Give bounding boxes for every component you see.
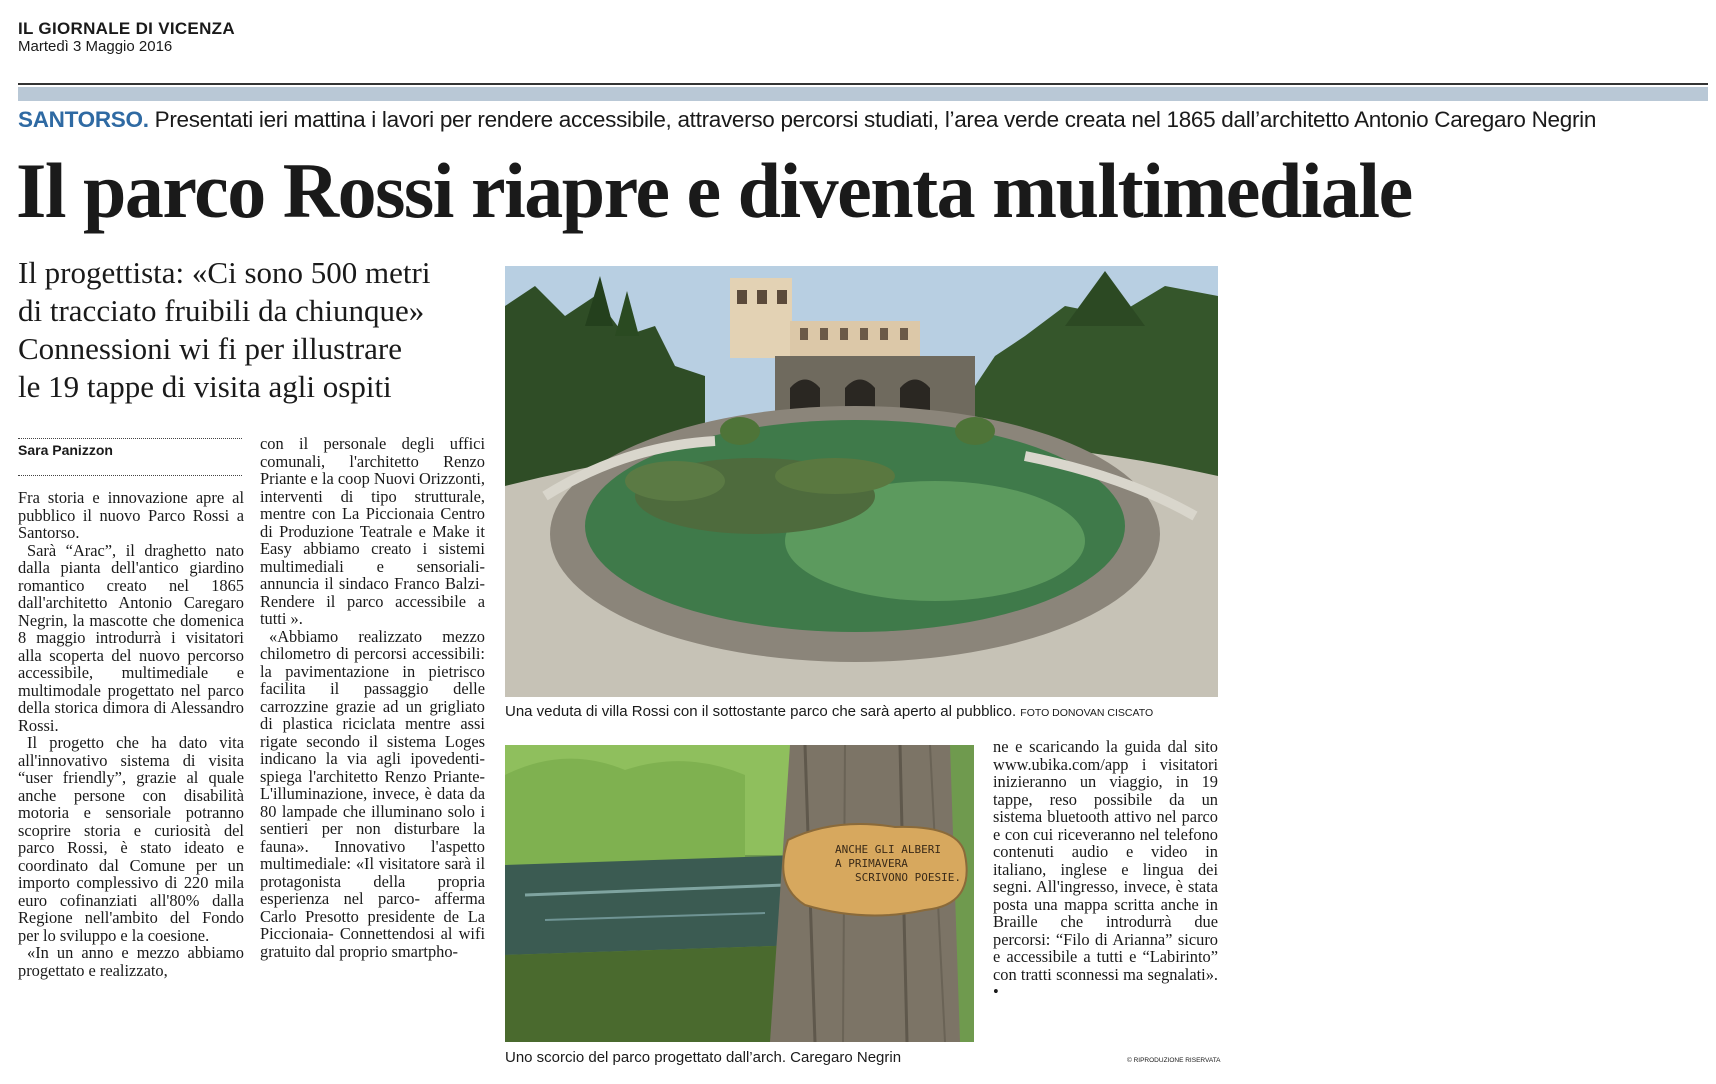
article-column-1 xyxy=(18,489,244,979)
paragraph: «Abbiamo realizzato mezzo chilometro di percorsi accessibili: la pavimentazione in pietrisco facilita il passaggio delle carrozzine grazie ad un grigliato di plastica riciclata mentre assi rigate secondo il sistema Loges indicano la via agli ipovedenti- spiega l'architetto Renzo Priante- L'illuminazione, invece, è data da 80 lampade che illuminano solo i sentieri per non disturbare la fauna». Innovativo l'aspetto multimediale: «Il visitatore sarà il protagonista della propria esperienza nel parco- afferma Carlo Presotto presidente de La Piccionaia- Connettendosi al wifi gratuito dal proprio smartpho- xyxy=(260,626,485,961)
paragraph: «In un anno e mezzo abbiamo progettato e realizzato, xyxy=(18,943,244,980)
kicker-location: SANTORSO. xyxy=(18,107,149,132)
paragraph: Il progetto che ha dato vita all'innovativo sistema di visita “user friendly”, grazie al quale anche persone con disabilità motoria e sensoriale potranno scoprire storia e curiosità del parco Rossi, è stato ideato e coordinato dal Comune per un importo complessivo di 220 mila euro cofinanziati all'80% dalla Regione nell'ambito del Fondo per lo sviluppo e la coesione. xyxy=(18,733,244,945)
headline: Il parco Rossi riapre e diventa multimediale xyxy=(16,147,1412,234)
byline: Sara Panizzon xyxy=(18,442,113,458)
photo1-caption xyxy=(505,703,1153,720)
paragraph: Sarà “Arac”, il draghetto nato dalla pianta dell'antico giardino romantico creato nel 1865 dall'architetto Antonio Caregaro Negrin, la mascotte che domenica 8 maggio introdurrà i visitatori alla scoperta del nuovo percorso accessibile, multimediale e multimodale progettato nel parco della storica dimora di Alessandro Rossi. xyxy=(18,540,244,735)
byline-rule xyxy=(18,438,242,439)
paragraph: Fra storia e innovazione apre al pubblico il nuovo Parco Rossi a Santorso. xyxy=(18,488,244,542)
article-column-3 xyxy=(993,738,1218,1001)
subheadline-line: di tracciato fruibili da chiunque» xyxy=(18,293,425,328)
caption-text: Una veduta di villa Rossi con il sottostante parco che sarà aperto al pubblico. xyxy=(505,703,1017,720)
sign-line: SCRIVONO POESIE. xyxy=(855,871,961,884)
newspaper-name: IL GIORNALE DI VICENZA xyxy=(18,19,235,38)
issue-date: Martedì 3 Maggio 2016 xyxy=(18,38,173,55)
paragraph: con il personale degli uffici comunali, l'architetto Renzo Priante e la coop Nuovi Orizzonti, interventi di tipo strutturale, mentre con La Piccionaia Centro di Produzione Teatrale e Make it Easy abbiamo creato i sistemi multimediali e sensoriali- annuncia il sindaco Franco Balzi- Rendere il parco accessibile a tutti ». xyxy=(260,434,485,628)
header-rule xyxy=(18,83,1708,85)
park-glimpse-photo xyxy=(505,745,974,1042)
photo-credit: FOTO DONOVAN CISCATO xyxy=(1020,707,1154,719)
villa-rossi-photo xyxy=(505,266,1218,697)
subheadline xyxy=(18,254,488,406)
sign-line: A PRIMAVERA xyxy=(835,857,908,870)
byline-rule xyxy=(18,475,242,476)
sign-line: ANCHE GLI ALBERI xyxy=(835,843,941,856)
photo2-caption: Uno scorcio del parco progettato dall’arch. Caregaro Negrin xyxy=(505,1049,902,1066)
kicker xyxy=(18,107,1708,133)
subheadline-line: le 19 tappe di visita agli ospiti xyxy=(18,369,392,404)
subheadline-line: Connessioni wi fi per illustrare xyxy=(18,331,402,366)
subheadline-line: Il progettista: «Ci sono 500 metri xyxy=(18,255,431,290)
header-band xyxy=(18,87,1708,101)
article-column-2 xyxy=(260,435,485,960)
paragraph: ne e scaricando la guida dal sito www.ubika.com/app i visitatori inizieranno un viaggio, in 19 tappe, reso possibile da un sistema bluetooth attivo nel parco e con cui riceveranno nel telefono contenuti audio e video in italiano, inglese e lingua dei segni. All'ingresso, invece, è stata posta una mappa scritta anche in Braille che introdurrà due percorsi: “Filo di Arianna” sicuro e accessibile a tutti e “Labirinto” con tratti sconnessi ma segnalati». • xyxy=(993,737,1218,1001)
copyright-notice: © RIPRODUZIONE RISERVATA xyxy=(1127,1057,1221,1064)
kicker-text: Presentati ieri mattina i lavori per rendere accessibile, attraverso percorsi studiati, l’area verde creata nel 1865 dall’architetto Antonio Caregaro Negrin xyxy=(154,107,1597,132)
